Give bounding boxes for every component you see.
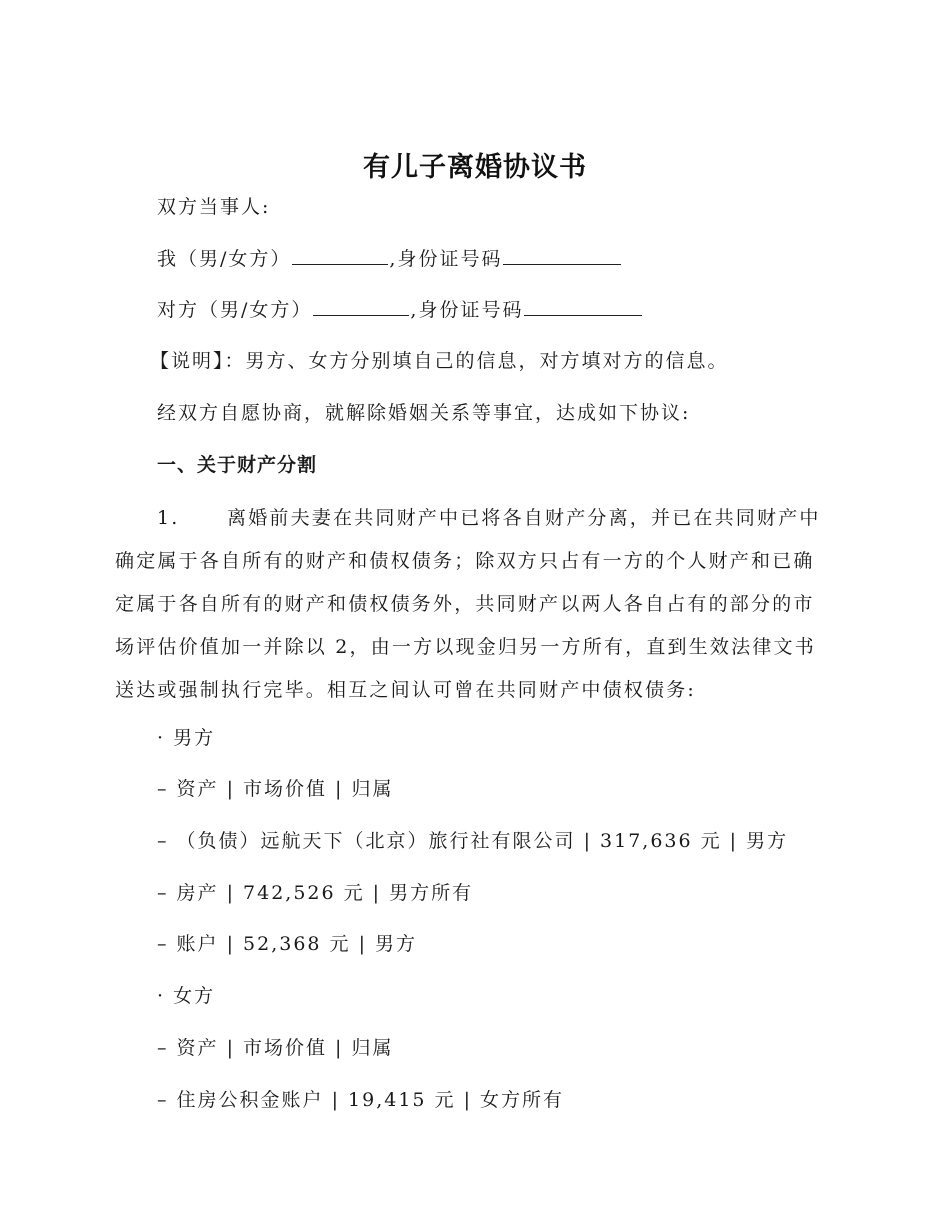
other-gender-label: 对方（男/女方） [157,299,313,321]
my-id-blank[interactable] [503,246,621,265]
section-heading-property: 一、关于财产分割 [157,454,318,476]
parties-label: 双方当事人: [157,196,271,218]
document-title: 有儿子离婚协议书 [363,152,587,183]
male-table-header: – 资产 | 市场价值 | 归属 [157,778,394,800]
my-id-label: ,身份证号码 [389,248,503,270]
other-id-label: ,身份证号码 [410,299,524,321]
clause-1-text: 离婚前夫妻在共同财产中已将各自财产分离，并已在共同财产中确定属于各自所有的财产和债权债务；除双方只占有一方的个人财产和已确定属于各自所有的财产和债权债务外，共同财产以两人各自占有的部分的市场评估价值加一并除以 2，由一方以现金归另一方所有，直到生效法律文书送达或强制执行完毕。相互之间认可曾在共同财产中债权债务: [115,507,821,701]
male-row-property: – 房产 | 742,526 元 | 男方所有 [157,882,474,904]
female-row-housing-fund: – 住房公积金账户 | 19,415 元 | 女方所有 [157,1089,565,1111]
male-heading: · 男方 [157,727,216,749]
male-row-liability: – （负债）远航天下（北京）旅行社有限公司 | 317,636 元 | 男方 [157,830,789,852]
other-info-line [157,297,643,323]
my-name-blank[interactable] [292,246,388,265]
female-heading: · 女方 [157,985,216,1007]
intro-text: 经双方自愿协商，就解除婚姻关系等事宜，达成如下协议: [157,402,691,424]
female-table-header: – 资产 | 市场价值 | 归属 [157,1037,394,1059]
other-id-blank[interactable] [524,297,642,316]
my-info-line [157,246,622,272]
clause-1 [115,497,830,712]
note-text: 【说明】：男方、女方分别填自己的信息，对方填对方的信息。 [150,350,729,372]
male-row-account: – 账户 | 52,368 元 | 男方 [157,933,418,955]
other-name-blank[interactable] [313,297,409,316]
clause-1-number: 1. [157,507,180,529]
my-gender-label: 我（男/女方） [157,248,292,270]
